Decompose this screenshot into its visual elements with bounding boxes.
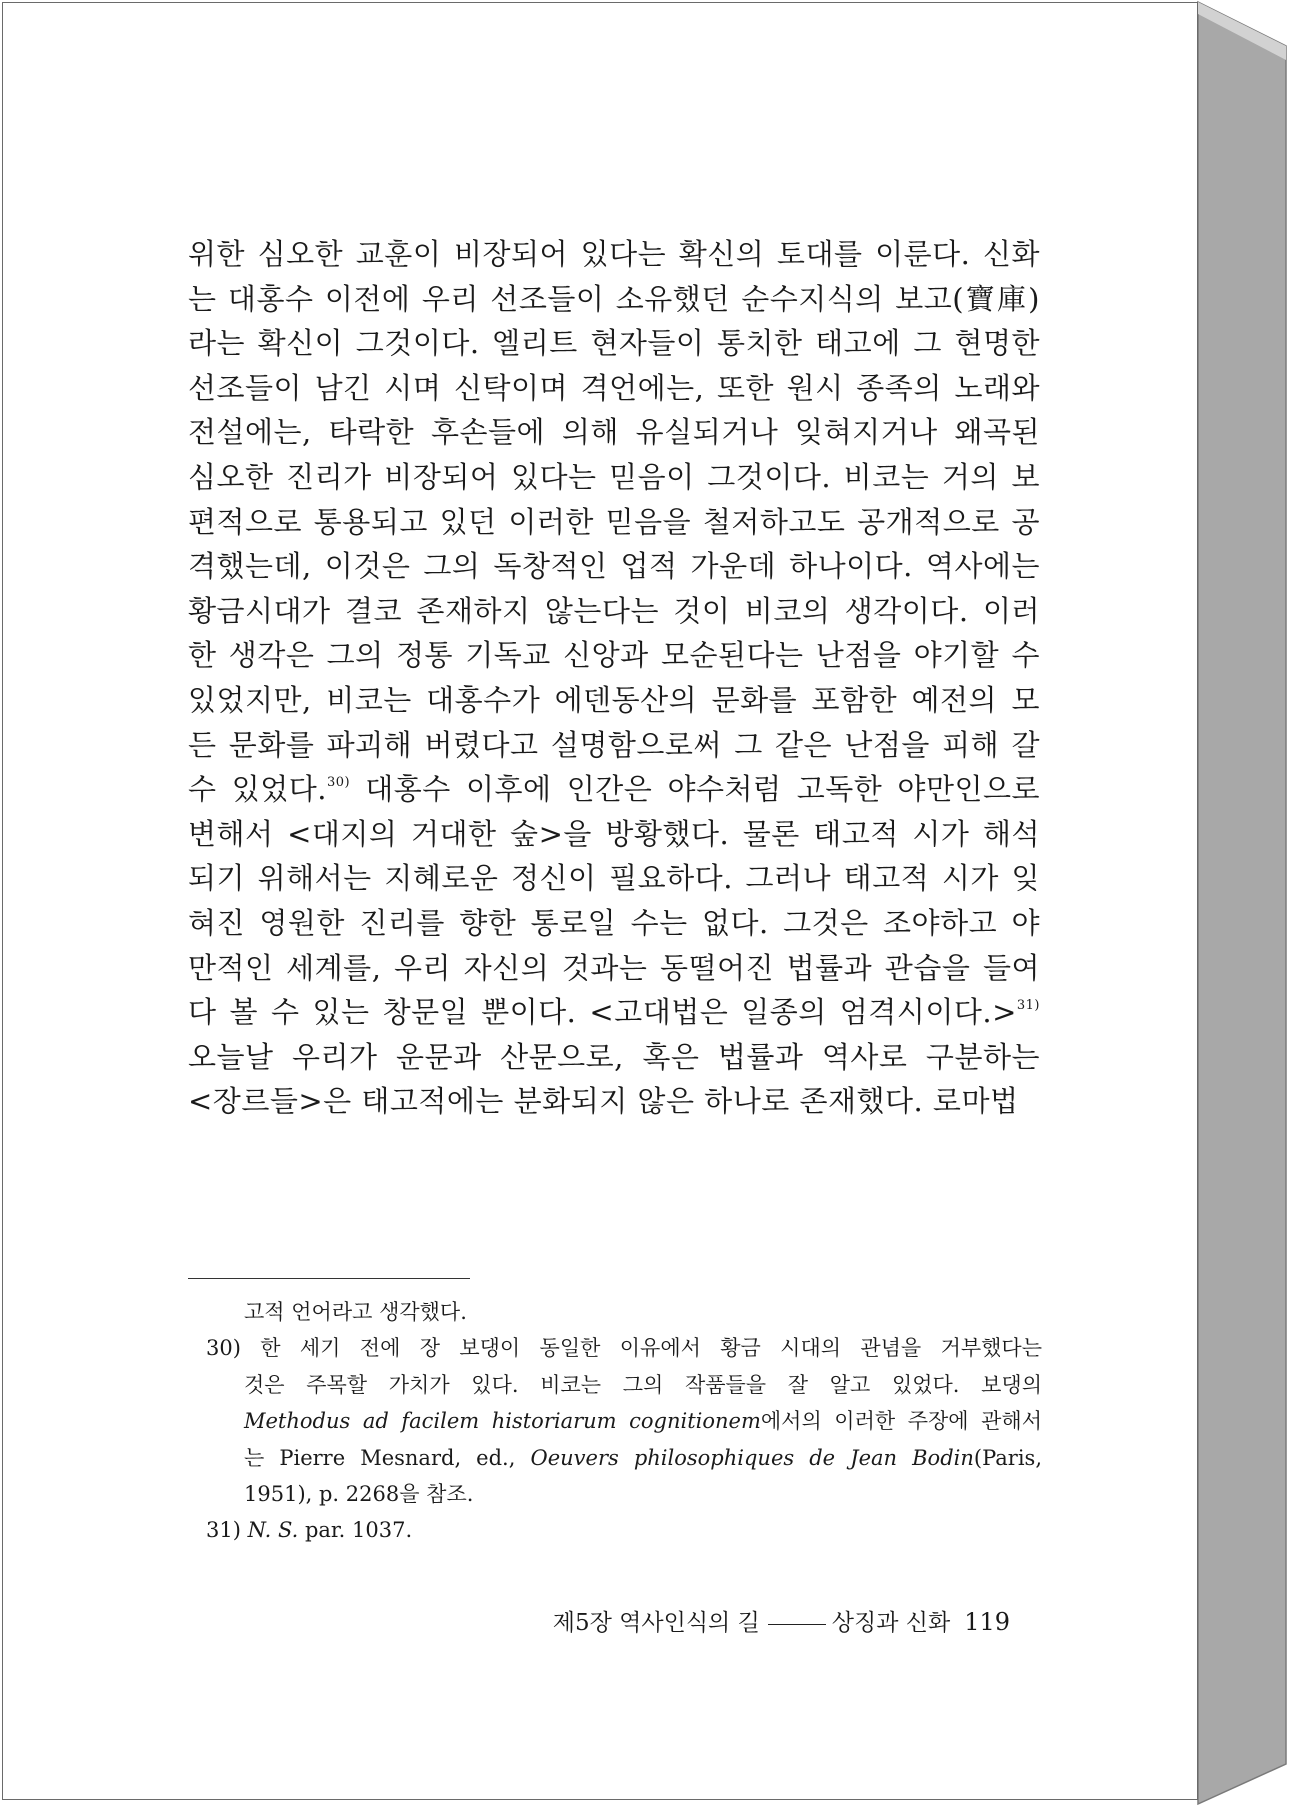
text-line: 라는 확신이 그것이다. 엘리트 현자들이 통치한 태고에 그 현명한 <box>188 326 1040 361</box>
body-text <box>188 232 1040 1124</box>
text-line: 황금시대가 결코 존재하지 않는다는 것이 비코의 생각이다. 이러 <box>188 593 1040 628</box>
footnote-text: 고적 언어라고 생각했다. <box>244 1300 467 1324</box>
text-line: 있었지만, 비코는 대홍수가 에덴동산의 문화를 포함한 예전의 모 <box>188 682 1040 717</box>
abbrev-italic: N. S. <box>247 1518 299 1543</box>
text-line: 격했는데, 이것은 그의 독창적인 업적 가운데 하나이다. 역사에는 <box>188 549 1040 584</box>
running-footer <box>540 1604 1010 1637</box>
footnote-ref-30: 30) <box>326 775 351 791</box>
text-line <box>188 990 1040 1035</box>
text-line: 선조들이 남긴 시며 신탁이며 격언에는, 또한 원시 종족의 노래와 <box>188 370 1040 405</box>
text-segment: 수 있었다. <box>188 772 327 807</box>
footnote-31-line <box>206 1512 1042 1548</box>
chapter-subtitle: 상징과 신화 <box>831 1610 951 1636</box>
text-line: 혀진 영원한 진리를 향한 통로일 수는 없다. 그것은 조야하고 야 <box>188 905 1040 940</box>
footnote-30-line <box>206 1403 1042 1439</box>
text-line <box>188 767 1040 812</box>
text-line: 는 대홍수 이전에 우리 선조들이 소유했던 순수지식의 보고(寶庫) <box>188 281 1040 316</box>
text-line: 만적인 세계를, 우리 자신의 것과는 동떨어진 법률과 관습을 들여 <box>188 950 1040 985</box>
footnote-text: par. 1037. <box>298 1518 413 1543</box>
footnote-divider <box>188 1278 470 1279</box>
footnote-30-line: 30) 한 세기 전에 장 보댕이 동일한 이유에서 황금 시대의 관념을 거부했다는 <box>206 1336 1042 1361</box>
footnote-number: 31) <box>206 1518 248 1543</box>
page-number: 119 <box>964 1608 1010 1636</box>
footnote-text: 에서의 이러한 주장에 관해서 <box>760 1409 1042 1434</box>
text-line: 위한 심오한 교훈이 비장되어 있다는 확신의 토대를 이룬다. 신화 <box>188 237 1040 271</box>
text-segment: 대홍수 이후에 인간은 야수처럼 고독한 야만인으로 <box>350 772 1040 807</box>
footnote-ref-31: 31) <box>1016 998 1040 1014</box>
text-line: <장르들>은 태고적에는 분화되지 않은 하나로 존재했다. 로마법 <box>188 1084 1019 1119</box>
text-line: 한 생각은 그의 정통 기독교 신앙과 모순된다는 난점을 야기할 수 <box>188 638 1040 673</box>
text-line: 심오한 진리가 비장되어 있다는 믿음이 그것이다. 비코는 거의 보 <box>188 459 1040 494</box>
footnote-continuation <box>206 1294 1042 1330</box>
footnotes <box>206 1294 1042 1549</box>
text-line: 변해서 <대지의 거대한 숲>을 방황했다. 물론 태고적 시가 해석 <box>188 816 1040 851</box>
book-title-italic: Methodus ad facilem historiarum cognitionem <box>244 1409 761 1434</box>
text-line: 되기 위해서는 지혜로운 정신이 필요하다. 그러나 태고적 시가 잊 <box>188 861 1040 896</box>
book-title-italic: Oeuvers philosophiques de Jean Bodin <box>530 1445 974 1470</box>
footnote-30-line: 1951), p. 2268을 참조. <box>244 1481 474 1506</box>
em-dash <box>768 1624 826 1625</box>
footnote-text: (Paris, <box>973 1445 1042 1470</box>
text-line: 오늘날 우리가 운문과 산문으로, 혹은 법률과 역사로 구분하는 <box>188 1039 1040 1074</box>
footnote-text: 는 Pierre Mesnard, ed., <box>244 1445 531 1470</box>
text-line: 편적으로 통용되고 있던 이러한 믿음을 철저하고도 공개적으로 공 <box>188 504 1040 539</box>
chapter-title: 제5장 역사인식의 길 <box>552 1610 760 1636</box>
footnote-30-line: 것은 주목할 가치가 있다. 비코는 그의 작품들을 잘 알고 있었다. 보댕의 <box>244 1372 1042 1397</box>
text-line: 든 문화를 파괴해 버렸다고 설명함으로써 그 같은 난점을 피해 갈 <box>188 727 1040 762</box>
footnote-30-line <box>206 1440 1042 1476</box>
text-segment: 다 볼 수 있는 창문일 뿐이다. <고대법은 일종의 엄격시이다.> <box>188 995 1017 1030</box>
text-line: 전설에는, 타락한 후손들에 의해 유실되거나 잊혀지거나 왜곡된 <box>188 415 1040 450</box>
